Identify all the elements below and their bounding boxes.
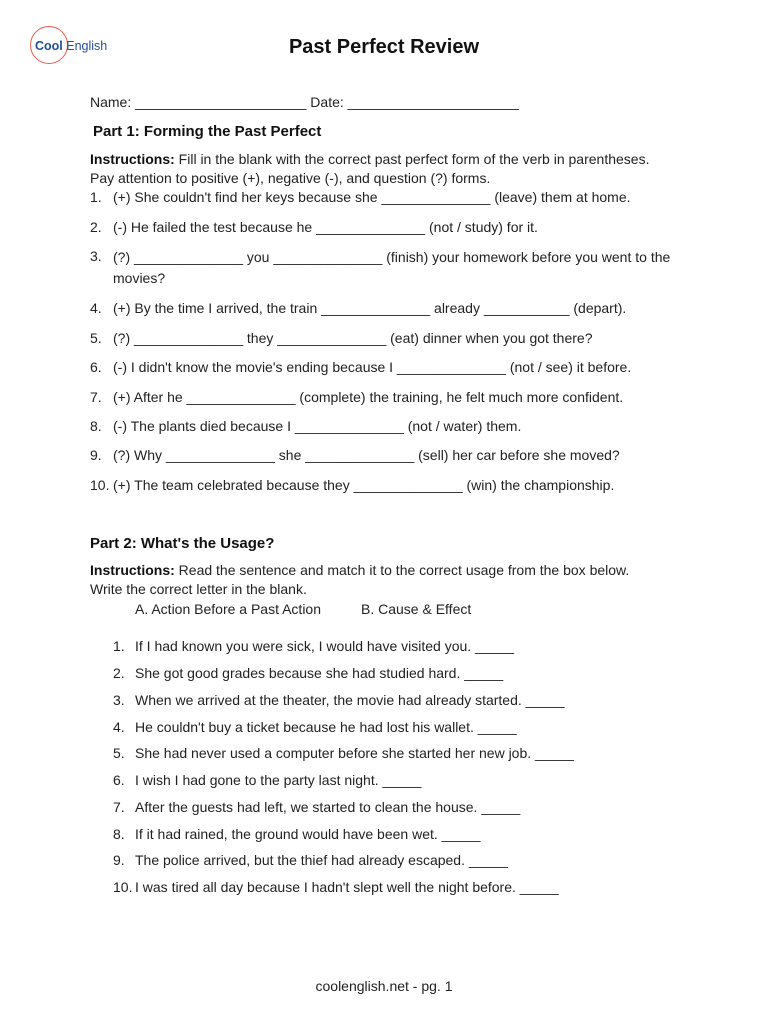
part2-item-number: 1. bbox=[113, 638, 125, 654]
part1-item: (-) The plants died because I ______________ (not / water) them. bbox=[113, 418, 522, 434]
part2-item: When we arrived at the theater, the movie had already started. _____ bbox=[135, 692, 565, 708]
part1-item-number: 6. bbox=[90, 359, 102, 375]
part2-item-number: 10. bbox=[113, 879, 133, 895]
part1-instructions-line2: Pay attention to positive (+), negative (-), and question (?) forms. bbox=[90, 170, 491, 186]
part2-title: Part 2: What's the Usage? bbox=[90, 535, 275, 552]
part1-instructions-label: Instructions: bbox=[90, 151, 175, 167]
part2-item-number: 6. bbox=[113, 772, 125, 788]
part1-item-number: 8. bbox=[90, 418, 102, 434]
part2-instructions-text: Read the sentence and match it to the correct usage from the box below. bbox=[178, 562, 630, 578]
part2-item-number: 5. bbox=[113, 745, 125, 761]
part1-item: (-) I didn't know the movie's ending because I ______________ (not / see) it before. bbox=[113, 359, 632, 375]
part1-item: (?) ______________ they ______________ (eat) dinner when you got there? bbox=[113, 330, 593, 346]
part2-item: The police arrived, but the thief had already escaped. _____ bbox=[135, 852, 508, 868]
part2-item-number: 2. bbox=[113, 665, 125, 681]
part2-item-number: 9. bbox=[113, 852, 125, 868]
part1-instructions-line1 bbox=[90, 150, 649, 168]
logo-cool-text: Cool bbox=[35, 39, 63, 53]
part1-item-number: 2. bbox=[90, 219, 102, 235]
logo-english-text: English bbox=[66, 39, 108, 53]
part1-item: (+) She couldn't find her keys because she ______________ (leave) them at home. bbox=[113, 189, 631, 205]
part1-item-number: 1. bbox=[90, 189, 102, 205]
usage-option-b: B. Cause & Effect bbox=[361, 601, 472, 617]
part2-item-number: 8. bbox=[113, 826, 125, 842]
part1-item-number: 10. bbox=[90, 477, 110, 493]
part1-item: (-) He failed the test because he ______________ (not / study) for it. bbox=[113, 219, 538, 235]
part2-instructions-line2: Write the correct letter in the blank. bbox=[90, 581, 307, 597]
part1-item: (?) Why ______________ she ______________ (sell) her car before she moved? bbox=[113, 447, 620, 463]
part1-item-number: 5. bbox=[90, 330, 102, 346]
part2-item: I wish I had gone to the party last night. _____ bbox=[135, 772, 422, 788]
part1-instructions-text: Fill in the blank with the correct past perfect form of the verb in parentheses. bbox=[178, 151, 650, 167]
part2-item: If I had known you were sick, I would have visited you. _____ bbox=[135, 638, 514, 654]
part2-item-number: 3. bbox=[113, 692, 125, 708]
part2-instructions-line1 bbox=[90, 561, 629, 579]
part1-item: (+) By the time I arrived, the train ______________ already ___________ (depart). bbox=[113, 300, 627, 316]
usage-option-a: A. Action Before a Past Action bbox=[135, 601, 321, 617]
part2-item-number: 4. bbox=[113, 719, 125, 735]
name-date-line: Name: ______________________ Date: ______________________ bbox=[90, 94, 519, 110]
part2-item: After the guests had left, we started to clean the house. _____ bbox=[135, 799, 521, 815]
part1-item-number: 9. bbox=[90, 447, 102, 463]
page-title: Past Perfect Review bbox=[288, 36, 480, 58]
part1-item: (?) ______________ you ______________ (finish) your homework before you went to the movies? bbox=[113, 249, 671, 286]
part1-item-number: 4. bbox=[90, 300, 102, 316]
part2-item: If it had rained, the ground would have been wet. _____ bbox=[135, 826, 481, 842]
part1-title: Part 1: Forming the Past Perfect bbox=[93, 123, 322, 140]
part2-item: He couldn't buy a ticket because he had lost his wallet. _____ bbox=[135, 719, 517, 735]
page-footer: coolenglish.net - pg. 1 bbox=[315, 978, 453, 994]
part2-item-number: 7. bbox=[113, 799, 125, 815]
part1-item: (+) The team celebrated because they ______________ (win) the championship. bbox=[113, 477, 615, 493]
part2-item: I was tired all day because I hadn't slept well the night before. _____ bbox=[135, 879, 559, 895]
part1-item-number: 3. bbox=[90, 248, 102, 264]
part2-item: She got good grades because she had studied hard. _____ bbox=[135, 665, 504, 681]
part1-item-number: 7. bbox=[90, 389, 102, 405]
part2-item: She had never used a computer before she started her new job. _____ bbox=[135, 745, 574, 761]
part1-item: (+) After he ______________ (complete) the training, he felt much more confident. bbox=[113, 389, 624, 405]
part2-instructions-label: Instructions: bbox=[90, 562, 175, 578]
